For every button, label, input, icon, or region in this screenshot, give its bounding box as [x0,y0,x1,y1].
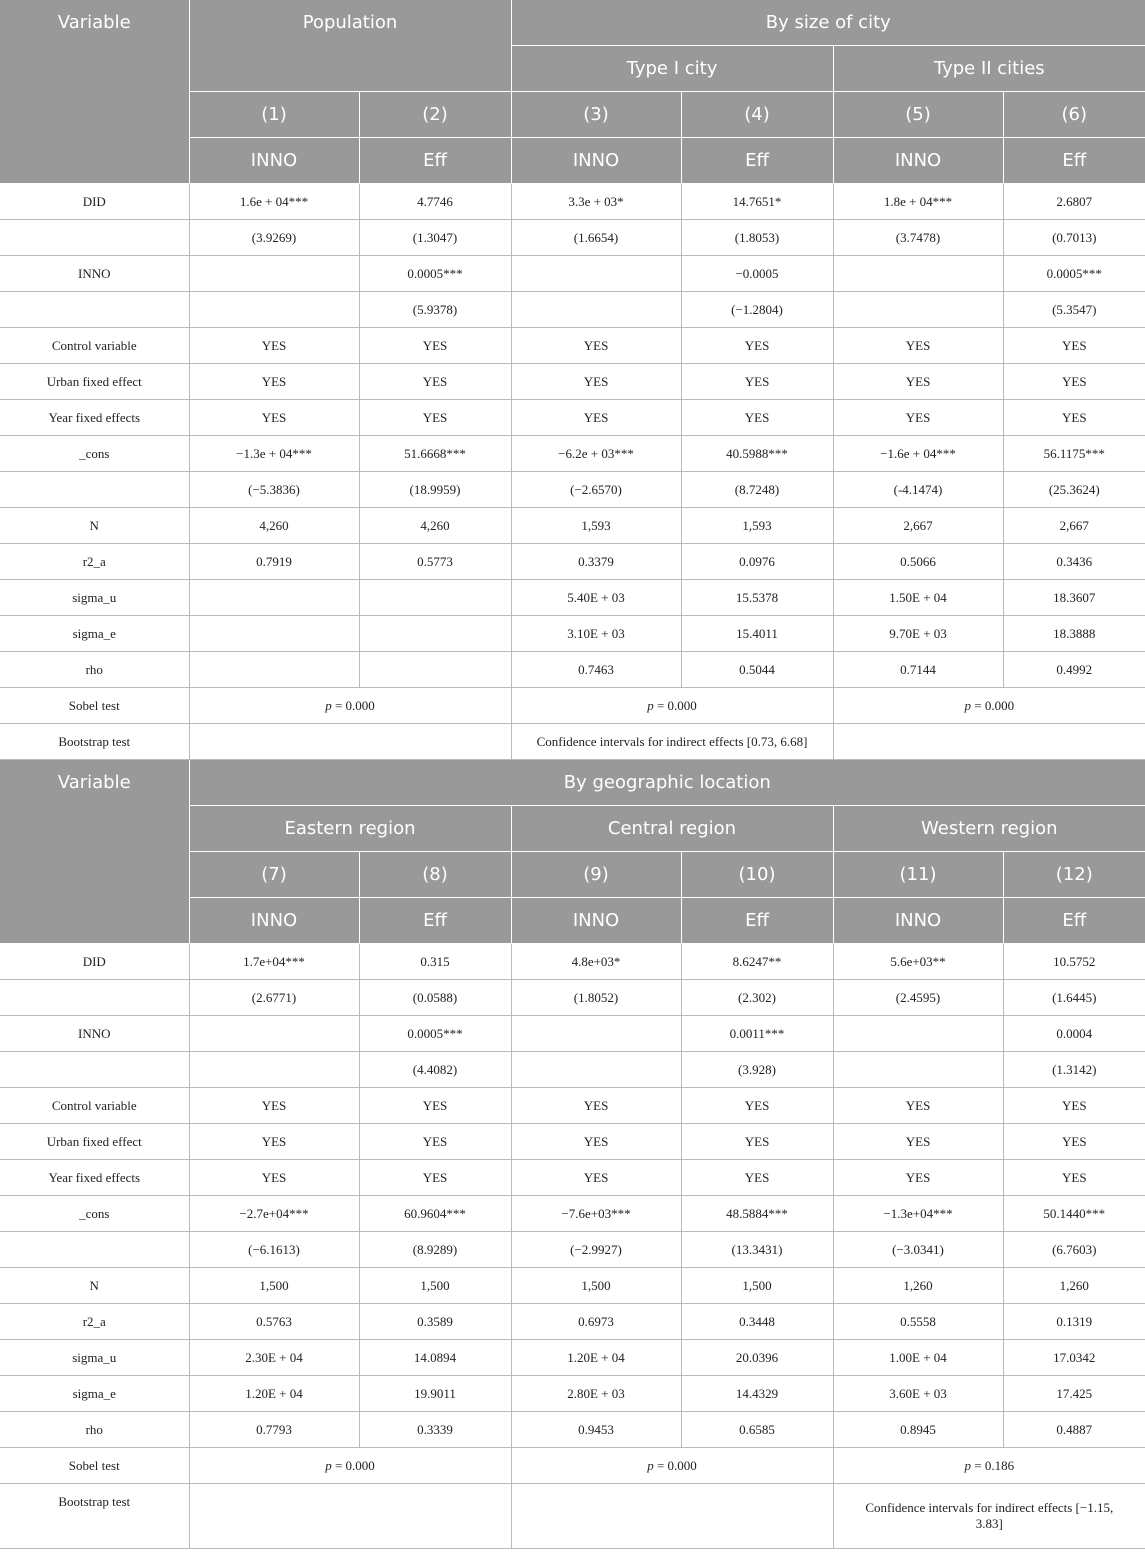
table-cell: (-4.1474) [833,472,1003,508]
row-label: Control variable [0,1088,189,1124]
table-cell: 14.0894 [359,1340,511,1376]
table-cell: 17.0342 [1003,1340,1145,1376]
column-number-header: (3) [511,92,681,138]
table-cell: 0.7793 [189,1412,359,1448]
column-number-header: (8) [359,852,511,898]
column-number-header: (11) [833,852,1003,898]
table-cell: (0.0588) [359,980,511,1016]
table-cell: 1.8e + 04*** [833,184,1003,220]
sobel-cell [189,688,511,724]
variable-header: Variable [0,0,189,184]
table-cell: 0.0005*** [1003,256,1145,292]
table-cell [189,1016,359,1052]
table-cell: 2,667 [1003,508,1145,544]
row-label: N [0,1268,189,1304]
row-label: Bootstrap test [0,724,189,760]
table-cell: YES [189,328,359,364]
table-cell: 1.50E + 04 [833,580,1003,616]
table-cell: 2.80E + 03 [511,1376,681,1412]
table-row [0,1088,1145,1124]
dependent-variable-header: Eff [1003,898,1145,944]
table-cell: YES [359,364,511,400]
table-cell: (2.6771) [189,980,359,1016]
table-cell: (1.6654) [511,220,681,256]
table-cell: (−6.1613) [189,1232,359,1268]
row-label: INNO [0,1016,189,1052]
p-symbol: p [964,697,971,713]
table-row [0,980,1145,1016]
table-cell: (1.3142) [1003,1052,1145,1088]
dependent-variable-header: INNO [189,138,359,184]
dependent-variable-header: Eff [681,138,833,184]
table-cell: 4,260 [359,508,511,544]
table-cell [833,292,1003,328]
table-cell: 14.4329 [681,1376,833,1412]
table-cell: (5.3547) [1003,292,1145,328]
dependent-variable-header: INNO [833,138,1003,184]
table-cell: 18.3607 [1003,580,1145,616]
table-cell: −1.3e+04*** [833,1196,1003,1232]
dependent-variable-header: Eff [359,138,511,184]
row-label: _cons [0,1196,189,1232]
table-cell: 3.3e + 03* [511,184,681,220]
table-cell: YES [359,400,511,436]
table-cell: 40.5988*** [681,436,833,472]
dependent-variable-header: Eff [681,898,833,944]
row-label [0,1232,189,1268]
row-label: Sobel test [0,688,189,724]
bootstrap-row [0,724,1145,760]
table-cell: 1,500 [359,1268,511,1304]
row-label: sigma_u [0,1340,189,1376]
table-row [0,1304,1145,1340]
table-cell: (3.928) [681,1052,833,1088]
bootstrap-row [0,1484,1145,1549]
table-cell: YES [511,1088,681,1124]
row-label: DID [0,184,189,220]
table-cell: −6.2e + 03*** [511,436,681,472]
table-cell: (−5.3836) [189,472,359,508]
table-row [0,508,1145,544]
type2-header: Type II cities [833,46,1145,92]
table-cell: YES [1003,1124,1145,1160]
table-row [0,616,1145,652]
column-number-header: (12) [1003,852,1145,898]
table-cell: YES [833,1160,1003,1196]
column-number-header: (2) [359,92,511,138]
bootstrap-cell [833,724,1145,760]
table-cell [359,652,511,688]
table-cell [359,580,511,616]
row-label [0,1052,189,1088]
row-label: Year fixed effects [0,1160,189,1196]
table-cell: YES [511,1124,681,1160]
table-cell: YES [833,328,1003,364]
table-cell: 1,260 [1003,1268,1145,1304]
table-row [0,1340,1145,1376]
table-row [0,400,1145,436]
row-label [0,472,189,508]
dependent-variable-header: INNO [833,898,1003,944]
table-cell: YES [511,364,681,400]
table-cell: −1.6e + 04*** [833,436,1003,472]
table-cell: (2.4595) [833,980,1003,1016]
population-header: Population [189,0,511,92]
row-label: rho [0,652,189,688]
table-cell: 0.7919 [189,544,359,580]
column-number-header: (1) [189,92,359,138]
dependent-variable-header: INNO [189,898,359,944]
sobel-cell [511,1448,833,1484]
table-cell: −7.6e+03*** [511,1196,681,1232]
sobel-row [0,688,1145,724]
sobel-cell [833,1448,1145,1484]
table-cell: 4.8e+03* [511,944,681,980]
table-cell: (25.3624) [1003,472,1145,508]
table-cell [189,616,359,652]
dependent-variable-header: INNO [511,898,681,944]
p-value: = 0.000 [974,697,1015,713]
table-cell: 48.5884*** [681,1196,833,1232]
table-row [0,220,1145,256]
table-row [0,652,1145,688]
table-cell: YES [681,1088,833,1124]
table-cell: 3.10E + 03 [511,616,681,652]
bootstrap-cell [511,1484,833,1549]
table-cell: 15.4011 [681,616,833,652]
table-row [0,1268,1145,1304]
dependent-variable-header: Eff [359,898,511,944]
row-label: Urban fixed effect [0,1124,189,1160]
table-cell: 0.6585 [681,1412,833,1448]
table-row [0,364,1145,400]
table-cell: YES [189,400,359,436]
table-cell: YES [681,1124,833,1160]
row-label: rho [0,1412,189,1448]
column-number-header: (7) [189,852,359,898]
dependent-variable-header: INNO [511,138,681,184]
row-label: N [0,508,189,544]
p-symbol: p [964,1457,971,1473]
table-cell: YES [359,328,511,364]
table-cell: (0.7013) [1003,220,1145,256]
row-label: sigma_e [0,616,189,652]
table-cell [511,256,681,292]
table-cell: (18.9959) [359,472,511,508]
table-cell [359,616,511,652]
row-label: INNO [0,256,189,292]
table-cell: (1.3047) [359,220,511,256]
table-cell: 0.3589 [359,1304,511,1340]
table-cell: 18.3888 [1003,616,1145,652]
column-number-header: (10) [681,852,833,898]
table-cell: (−3.0341) [833,1232,1003,1268]
table-cell: 1.6e + 04*** [189,184,359,220]
table-cell [833,256,1003,292]
table-row [0,328,1145,364]
header-row-groups [0,0,1145,46]
table-cell: 1,593 [511,508,681,544]
table-cell [511,1016,681,1052]
table-cell: 1,593 [681,508,833,544]
table-row [0,436,1145,472]
table-cell: 3.60E + 03 [833,1376,1003,1412]
table-cell: 0.5773 [359,544,511,580]
table-cell [189,1052,359,1088]
table-cell [833,1016,1003,1052]
table-cell: 60.9604*** [359,1196,511,1232]
table-cell: 1.7e+04*** [189,944,359,980]
table-cell: (1.8052) [511,980,681,1016]
sobel-cell [511,688,833,724]
by-size-header: By size of city [511,0,1145,46]
bootstrap-cell [189,1484,511,1549]
table-cell: (−2.9927) [511,1232,681,1268]
table-cell: YES [681,400,833,436]
column-number-header: (9) [511,852,681,898]
table-cell: 0.4887 [1003,1412,1145,1448]
table-cell: 0.0005*** [359,1016,511,1052]
table-cell: YES [681,364,833,400]
table-cell: 0.9453 [511,1412,681,1448]
table-cell: 8.6247** [681,944,833,980]
row-label: Year fixed effects [0,400,189,436]
table-cell [189,256,359,292]
sobel-row [0,1448,1145,1484]
central-region-header: Central region [511,806,833,852]
table-cell: −0.0005 [681,256,833,292]
row-label: sigma_e [0,1376,189,1412]
table-cell: 0.7463 [511,652,681,688]
table-cell: 1,500 [189,1268,359,1304]
table-cell: (8.7248) [681,472,833,508]
table-cell: 0.3379 [511,544,681,580]
type1-header: Type I city [511,46,833,92]
table-cell: YES [511,1160,681,1196]
table-cell [189,652,359,688]
table-cell: (−2.6570) [511,472,681,508]
table-cell: YES [1003,328,1145,364]
row-label: Sobel test [0,1448,189,1484]
table-cell: YES [359,1088,511,1124]
table-cell: YES [833,1124,1003,1160]
bootstrap-cell: Confidence intervals for indirect effects [−1.15, 3.83] [833,1484,1145,1549]
table-cell: (3.7478) [833,220,1003,256]
column-number-header: (5) [833,92,1003,138]
table-cell: YES [1003,400,1145,436]
p-symbol: p [325,1457,332,1473]
table-cell: 2.6807 [1003,184,1145,220]
bootstrap-cell [189,724,511,760]
table-cell: 17.425 [1003,1376,1145,1412]
sobel-cell [189,1448,511,1484]
table-cell: (−1.2804) [681,292,833,328]
table-cell: (13.3431) [681,1232,833,1268]
p-value: = 0.000 [656,697,697,713]
table-cell: 56.1175*** [1003,436,1145,472]
eastern-region-header: Eastern region [189,806,511,852]
table-cell: 0.4992 [1003,652,1145,688]
table-cell: YES [681,328,833,364]
table-cell: 0.0004 [1003,1016,1145,1052]
table-cell: 4.7746 [359,184,511,220]
table-row [0,580,1145,616]
table-row [0,472,1145,508]
table-cell: 9.70E + 03 [833,616,1003,652]
table-cell: 0.3339 [359,1412,511,1448]
table-cell: YES [511,328,681,364]
western-region-header: Western region [833,806,1145,852]
row-label: _cons [0,436,189,472]
table-cell: YES [1003,1088,1145,1124]
table-cell: 0.3436 [1003,544,1145,580]
table-cell: (4.4082) [359,1052,511,1088]
row-label: Control variable [0,328,189,364]
table-cell: 0.5066 [833,544,1003,580]
table-cell: YES [189,1088,359,1124]
table-row [0,292,1145,328]
table-cell: 51.6668*** [359,436,511,472]
table-cell: YES [189,364,359,400]
dependent-variable-header: Eff [1003,138,1145,184]
variable-header: Variable [0,760,189,944]
table-cell: YES [681,1160,833,1196]
table-row [0,1124,1145,1160]
p-value: = 0.000 [334,1457,375,1473]
table-cell [833,1052,1003,1088]
p-value: = 0.000 [656,1457,697,1473]
table-cell: 1,500 [511,1268,681,1304]
p-symbol: p [325,697,332,713]
by-geo-header: By geographic location [189,760,1145,806]
table-cell: 0.5044 [681,652,833,688]
table-cell: (3.9269) [189,220,359,256]
row-label: Bootstrap test [0,1484,189,1549]
row-label [0,980,189,1016]
table-cell: 1.20E + 04 [511,1340,681,1376]
table-cell: 0.5763 [189,1304,359,1340]
table-cell: 0.7144 [833,652,1003,688]
table-cell: (1.6445) [1003,980,1145,1016]
table-cell: YES [833,364,1003,400]
table-cell: 4,260 [189,508,359,544]
table-cell: 14.7651* [681,184,833,220]
p-value: = 0.186 [974,1457,1015,1473]
table-cell: YES [833,1088,1003,1124]
table-cell: 2,667 [833,508,1003,544]
table-row [0,1376,1145,1412]
table-cell: 1,500 [681,1268,833,1304]
table-row [0,1232,1145,1268]
table-cell: 0.315 [359,944,511,980]
table-cell: 1,260 [833,1268,1003,1304]
column-number-header: (6) [1003,92,1145,138]
table-cell: 0.1319 [1003,1304,1145,1340]
table-cell [189,292,359,328]
table-cell: YES [511,400,681,436]
row-label: r2_a [0,544,189,580]
table-cell: 5.40E + 03 [511,580,681,616]
table-cell: (1.8053) [681,220,833,256]
table-cell: (8.9289) [359,1232,511,1268]
table-row [0,184,1145,220]
row-label: r2_a [0,1304,189,1340]
column-number-header: (4) [681,92,833,138]
table-cell: 1.00E + 04 [833,1340,1003,1376]
table-row [0,1016,1145,1052]
table-cell: 1.20E + 04 [189,1376,359,1412]
table-cell: 5.6e+03** [833,944,1003,980]
table-cell: −1.3e + 04*** [189,436,359,472]
row-label: sigma_u [0,580,189,616]
table-cell: 0.8945 [833,1412,1003,1448]
table-cell: YES [1003,1160,1145,1196]
table-cell: 0.0976 [681,544,833,580]
p-value: = 0.000 [334,697,375,713]
table-cell: (6.7603) [1003,1232,1145,1268]
table-cell: 19.9011 [359,1376,511,1412]
table-cell [511,292,681,328]
bootstrap-cell: Confidence intervals for indirect effects [0.73, 6.68] [511,724,833,760]
row-label [0,292,189,328]
sobel-cell [833,688,1145,724]
header-row-groups [0,760,1145,806]
table-cell [189,580,359,616]
table-cell: (5.9378) [359,292,511,328]
table-row [0,544,1145,580]
table-cell: YES [359,1124,511,1160]
table-cell: 20.0396 [681,1340,833,1376]
row-label: DID [0,944,189,980]
table-cell: YES [359,1160,511,1196]
table-cell: YES [189,1124,359,1160]
table-cell: −2.7e+04*** [189,1196,359,1232]
table-row [0,1052,1145,1088]
table-cell: 15.5378 [681,580,833,616]
table-row [0,1196,1145,1232]
row-label [0,220,189,256]
table-cell: YES [189,1160,359,1196]
row-label: Urban fixed effect [0,364,189,400]
table-cell: 0.5558 [833,1304,1003,1340]
table-row [0,1160,1145,1196]
table-cell: 2.30E + 04 [189,1340,359,1376]
table-cell: 0.3448 [681,1304,833,1340]
table-cell: YES [833,400,1003,436]
table-row [0,256,1145,292]
table-row [0,1412,1145,1448]
table-cell: 50.1440*** [1003,1196,1145,1232]
table-cell: 10.5752 [1003,944,1145,980]
table-cell [511,1052,681,1088]
table-cell: YES [1003,364,1145,400]
table-cell: 0.6973 [511,1304,681,1340]
table-row [0,944,1145,980]
p-symbol: p [647,1457,654,1473]
table-cell: 0.0005*** [359,256,511,292]
p-symbol: p [647,697,654,713]
table-cell: 0.0011*** [681,1016,833,1052]
table-cell: (2.302) [681,980,833,1016]
